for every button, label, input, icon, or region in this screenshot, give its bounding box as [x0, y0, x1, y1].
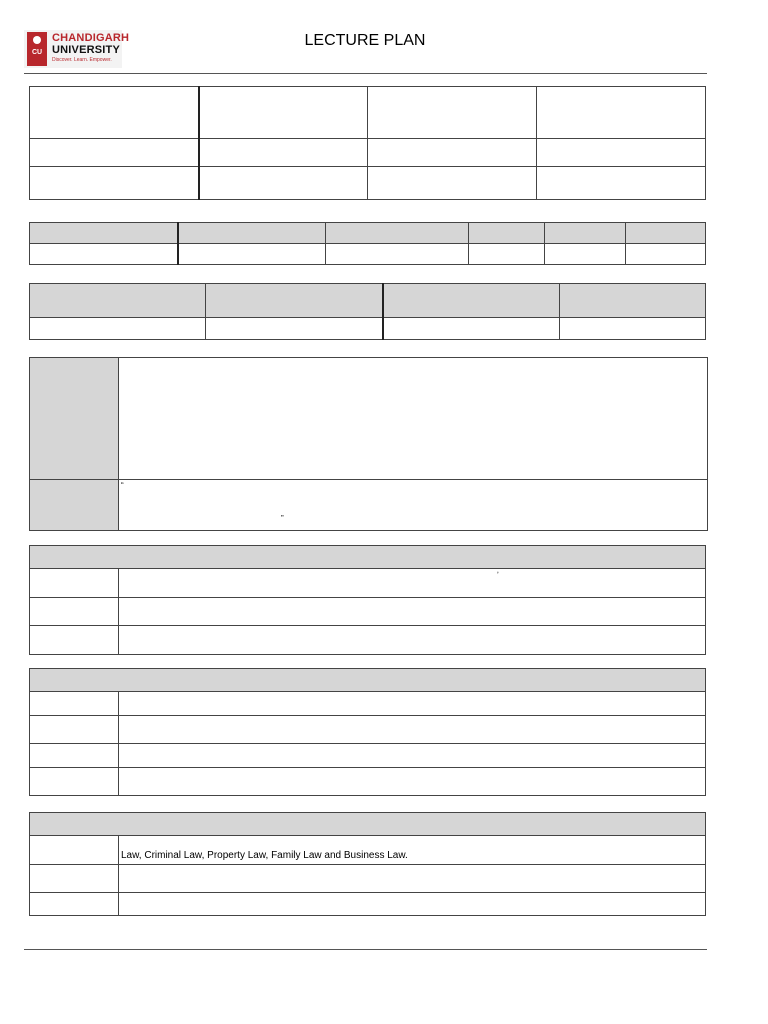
table-cell: [30, 598, 119, 626]
table-cell: [368, 87, 537, 139]
course-info-table: [29, 86, 706, 200]
table-cell: [119, 716, 706, 744]
emblem-icon: [33, 36, 41, 44]
table-header-cell: [469, 223, 545, 244]
schedule-table: [29, 222, 706, 265]
quote-mark: “: [121, 481, 124, 490]
crest-text: CU: [31, 49, 43, 56]
section-a-table: [29, 545, 706, 655]
table-cell: [119, 598, 706, 626]
table-cell: [119, 692, 706, 716]
credits-table: [29, 283, 706, 340]
table-cell: [30, 87, 199, 139]
table-cell: [30, 318, 206, 340]
table-cell: [537, 87, 706, 139]
table-header-cell: [560, 284, 706, 318]
table-cell: [119, 865, 706, 893]
table-cell: [119, 744, 706, 768]
table-cell: [537, 167, 706, 200]
table-cell: [178, 244, 326, 265]
table-cell: [30, 836, 119, 865]
table-cell: [368, 139, 537, 167]
university-logo: [24, 30, 130, 68]
section-b-table: [29, 668, 706, 796]
table-cell: [119, 569, 706, 598]
table-cell: [30, 893, 119, 916]
table-cell: [119, 626, 706, 655]
table-cell: [119, 768, 706, 796]
table-cell: [30, 626, 119, 655]
table-cell: [30, 167, 199, 200]
table-cell: [560, 318, 706, 340]
table-cell: [537, 139, 706, 167]
table-cell: [545, 244, 626, 265]
table-cell: [368, 167, 537, 200]
table-cell: [30, 744, 119, 768]
logo-tagline: Discover. Learn. Empower.: [52, 57, 112, 63]
table-header-cell: [30, 223, 178, 244]
table-cell: [199, 167, 368, 200]
table-cell: [30, 692, 119, 716]
row-label-cell: [30, 358, 119, 480]
logo-line-1: CHANDIGARH: [52, 32, 130, 44]
table-header-cell: [30, 284, 206, 318]
table-cell: [119, 893, 706, 916]
section-c-table: [29, 812, 706, 916]
table-cell: [199, 87, 368, 139]
page-title: LECTURE PLAN: [304, 32, 426, 49]
table-cell: [119, 836, 706, 865]
table-cell: [383, 318, 560, 340]
table-cell: [30, 865, 119, 893]
table-cell: [30, 139, 199, 167]
table-cell: [206, 318, 383, 340]
table-cell: [626, 244, 706, 265]
table-cell: [30, 244, 178, 265]
table-header-cell: [626, 223, 706, 244]
table-header-cell: [178, 223, 326, 244]
stray-mark: ʼ: [497, 571, 499, 580]
quote-mark: ”: [281, 514, 284, 523]
table-cell: [326, 244, 469, 265]
section-header-cell: [30, 813, 706, 836]
table-cell: [469, 244, 545, 265]
row-label-cell: [30, 480, 119, 531]
logo-line-2: UNIVERSITY: [52, 44, 121, 56]
section-header-cell: [30, 546, 706, 569]
table-cell: [30, 716, 119, 744]
table-header-cell: [383, 284, 560, 318]
table-cell: [30, 768, 119, 796]
section-header-cell: [30, 669, 706, 692]
table-cell: [199, 139, 368, 167]
crest-icon: [27, 32, 47, 66]
footer-divider: [24, 949, 707, 950]
table-cell: [119, 358, 708, 480]
table-cell: [119, 480, 708, 531]
table-cell: [30, 569, 119, 598]
table-header-cell: [206, 284, 383, 318]
table-header-cell: [326, 223, 469, 244]
subjects-text: Law, Criminal Law, Property Law, Family Law and Business Law.: [121, 850, 408, 861]
header-divider: [24, 73, 707, 74]
objectives-table: [29, 357, 708, 531]
table-header-cell: [545, 223, 626, 244]
